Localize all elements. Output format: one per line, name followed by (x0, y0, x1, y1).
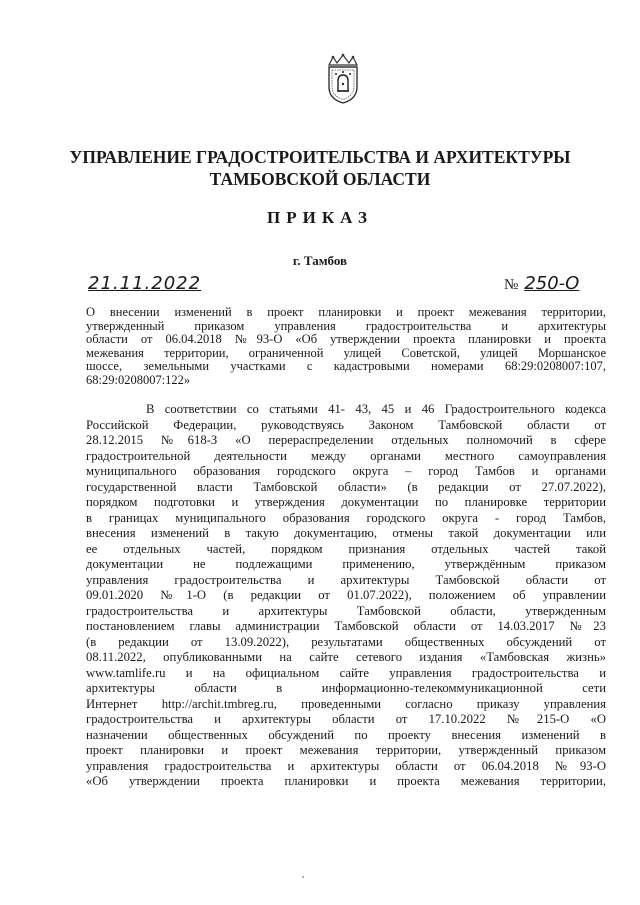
body-line: документации не подлежащими применению, утверждённым приказом (86, 557, 606, 571)
number-sign: № (504, 277, 519, 293)
scan-speck (302, 876, 304, 878)
body-line: внесения изменений в такую документацию, отмены такой документации или (86, 526, 606, 540)
body-line: муниципального образования городского округа – город Тамбов и органами (86, 464, 606, 478)
body-line: государственной власти Тамбовской области» (в редакции от 27.07.2022), (86, 479, 606, 494)
handwritten-number: 250-О (524, 273, 580, 294)
city-label: г. Тамбов (292, 253, 348, 268)
body-line: управления градостроительства и архитектуры Тамбовской области от (86, 572, 606, 587)
handwritten-date: 21.11.2022 (88, 273, 202, 294)
subject-line: области от 06.04.2018 №93-О «Об утверждении проекта планировки и проекта (86, 333, 606, 347)
body-line: градостроительства и архитектуры Тамбовской области, утвержденным (86, 603, 606, 618)
body-line: постановлением главы администрации Тамбовской области от 14.03.2017 №23 (86, 619, 606, 633)
body-line: градостроительной деятельности между органами местного самоуправления (86, 448, 606, 463)
body-line: назначении общественных обсуждений по проекту внесения изменений в (86, 727, 606, 742)
body-line: архитектуры области в информационно-телекоммуникационной сети (86, 681, 606, 695)
body-line: (в редакции от 13.09.2022), результатами общественных обсуждений от (86, 634, 606, 649)
body-line: «Об утверждении проекта планировки и проекта межевания территории, (86, 774, 606, 788)
body-line: В соответствии со статьями 41- 43, 45 и 46 Градостроительного кодекса (146, 402, 606, 416)
body-line: порядком подготовки и утверждения документации по планировке территории (86, 495, 606, 509)
tambov-coat-of-arms-icon (323, 53, 363, 105)
body-line: градостроительства и архитектуры области от 17.10.2022 №215-О «О (86, 712, 606, 726)
order-body (86, 402, 606, 790)
agency-name-line-2: ТАМБОВСКОЙ ОБЛАСТИ (209, 169, 431, 189)
body-line: Интернет http://archit.tmbreg.ru, проведенными согласно приказу управления (86, 696, 606, 711)
subject-line: утвержденный приказом управления градостроительства и архитектуры (86, 319, 606, 333)
order-number (504, 273, 579, 294)
body-line: Российской Федерации, руководствуясь Законом Тамбовской области от (86, 417, 606, 432)
body-line: 28.12.2015 №618-З «О перераспределении отдельных полномочий в сфере (86, 433, 606, 447)
subject-line: 68:29:0208007:122» (86, 372, 191, 387)
subject-line: О внесении изменений в проект планировки и проект межевания территории, (86, 306, 606, 319)
subject-line: межевания территории, ограниченной улицей Советской, улицей Моршанское (86, 346, 606, 360)
body-line: www.tamlife.ru и на официальном сайте управления градостроительства и (86, 665, 606, 680)
body-line: в границах муниципального образования городского округа - город Тамбов, (86, 510, 606, 525)
body-line: проект планировки и проект межевания территории, утвержденный приказом (86, 743, 606, 757)
body-line: ее отдельных частей, порядком признания отдельных частей такой (86, 541, 606, 556)
order-subject (86, 306, 606, 388)
body-line: управления градостроительства и архитектуры области от 06.04.2018 №93-О (86, 758, 606, 773)
agency-name (0, 146, 640, 190)
agency-name-line-1: УПРАВЛЕНИЕ ГРАДОСТРОИТЕЛЬСТВА И АРХИТЕКТУРЫ (69, 147, 571, 167)
body-line: 08.11.2022, опубликованными на сайте сетевого издания «Тамбовская жизнь» (86, 650, 606, 664)
body-line: 09.01.2020 №1-О (в редакции от 01.07.2022), положением об управлении (86, 588, 606, 602)
document-type-heading: ПРИКАЗ (267, 208, 373, 227)
subject-line: шоссе, земельными участками с кадастровыми номерами 68:29:0208007:107, (86, 360, 606, 374)
